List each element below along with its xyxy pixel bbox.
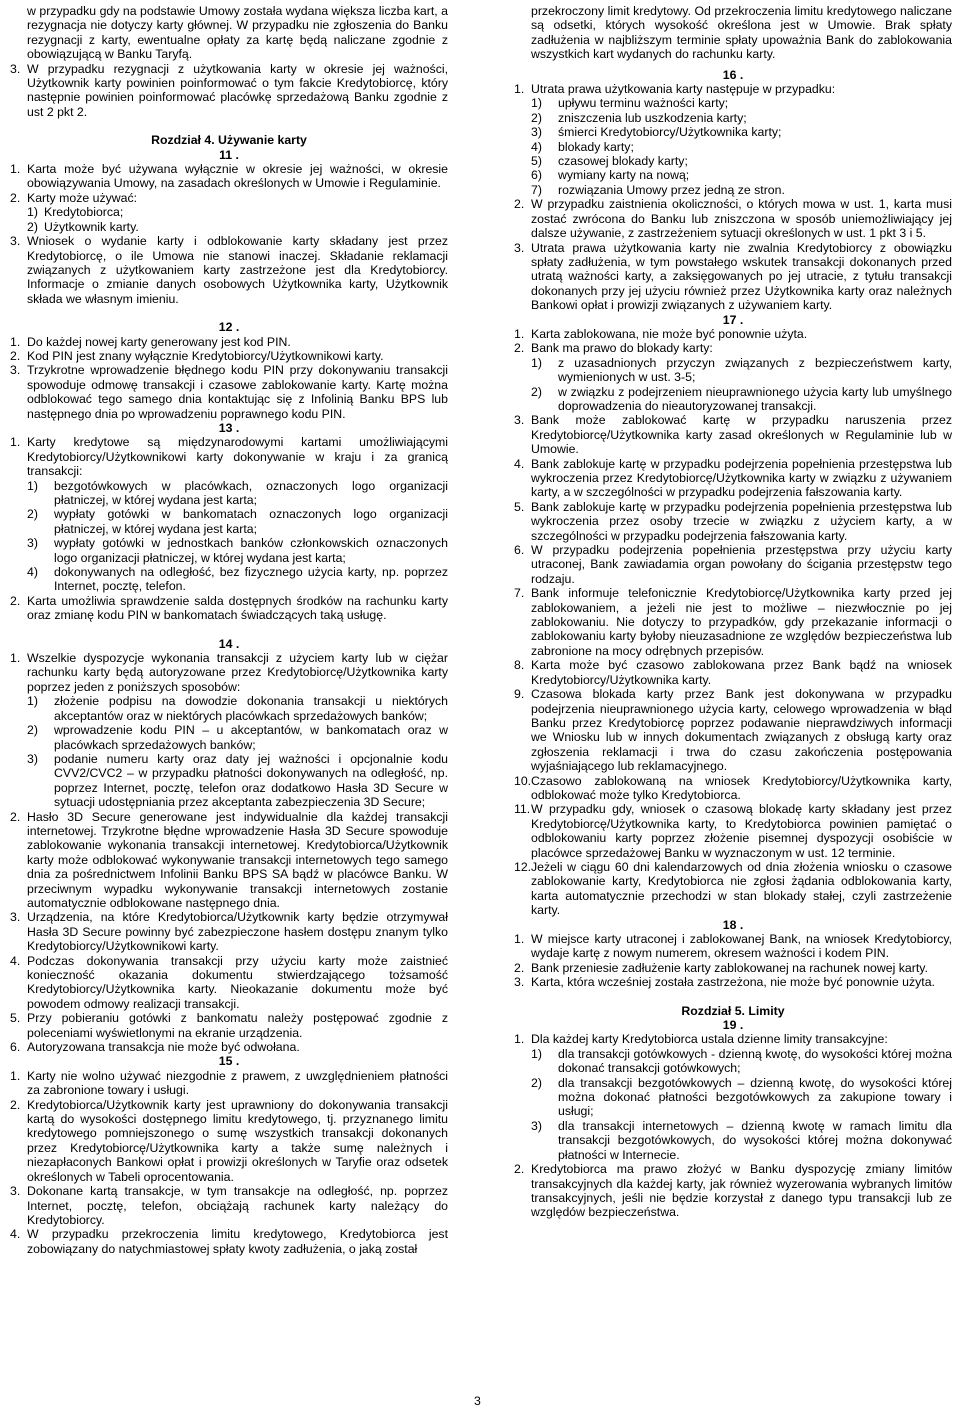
s11-sub-1: 1) Kredytobiorca; bbox=[27, 205, 124, 220]
s11-item-2: 2. Karty może używać: bbox=[10, 190, 138, 205]
s13-sub-4: 4) dokonywanych na odległość, bez fizycznego użycia karty, np. poprzez Internet, pocztę, telefon. bbox=[27, 565, 448, 594]
s14-item-6: 6. Autoryzowana transakcja nie może być odwołana. bbox=[10, 1040, 300, 1055]
paragraph-continued-right: przekroczony limit kredytowy. Od przekroczenia limitu kredytowego naliczane są odsetki, których wysokość określona jest w Umowie. Brak spłaty zadłużenia w najbliższym terminie spłaty upoważnia Bank do zablokowania wszystkich kart wydanych do rachunku karty. bbox=[531, 4, 952, 62]
s13-item-2: 2. Karta umożliwia sprawdzenie salda dostępnych środków na rachunku karty oraz zmianę kodu PIN w bankomatach świadczących taką usługę. bbox=[10, 593, 448, 623]
section-11-heading: 11 . bbox=[219, 147, 239, 162]
s16-sub-item: 7) rozwiązania Umowy przez jedną ze stron. bbox=[531, 182, 785, 197]
section-15-heading: 15 . bbox=[218, 1054, 240, 1069]
s16-item-1: 1. Utrata prawa użytkowania karty następuje w przypadku: bbox=[514, 82, 836, 97]
s16-sub-item: 2) zniszczenia lub uszkodzenia karty; bbox=[531, 110, 747, 125]
s18-item-1: 1. W miejsce karty utraconej i zablokowanej Bank, na wniosek Kredytobiorcy, wydaje kartę z nowym numerem, okresem ważności i kodem PIN. bbox=[514, 932, 952, 961]
s16-item-3: 3. Utrata prawa użytkowania karty nie zwalnia Kredytobiorcy z obowiązku spłaty zadłużenia, w tym powstałego wskutek transakcji dokonanych przed utratą ważności karty, a zaksięgowanych po jej utracie, z tytułu transakcji dokonanych przy jej użyciu również przez Użytkownika karty oraz należnych Bankowi opłat i prowizji związanych z używaniem karty. bbox=[514, 240, 952, 313]
s11-item-1: 1. Karta może być używana wyłącznie w okresie jej ważności, w okresie obowiązywania Umowy, na zasadach określonych w Umowie i Regulaminie. bbox=[10, 162, 448, 191]
s19-sub-1: 1) dla transakcji gotówkowych - dzienną kwotę, do wysokości której można dokonać transakcji gotówkowych; bbox=[531, 1046, 952, 1076]
s17-item-5: 5. Bank zablokuje kartę w przypadku podejrzenia popełnienia przestępstwa lub wykroczenia przez osoby trzecie w związku z użyciem karty, a w szczególności w przypadku podejrzenia fałszowania karty. bbox=[514, 499, 952, 543]
s17-item-6: 6. W przypadku podejrzenia popełnienia przestępstwa przy użyciu karty utraconej, Bank zawiadamia organ powołany do ścigania przestępstw tego rodzaju. bbox=[514, 543, 952, 586]
s17-item-2: 2. Bank ma prawo do blokady karty: bbox=[514, 341, 713, 356]
s16-sub-item: 1) upływu terminu ważności karty; bbox=[531, 96, 729, 111]
s18-item-3: 3. Karta, która wcześniej została zastrzeżona, nie może być ponownie użyta. bbox=[514, 975, 935, 990]
section-12-heading: 12 . bbox=[218, 320, 240, 335]
section-18-heading: 18 . bbox=[722, 917, 744, 932]
s17-item-1: 1. Karta zablokowana, nie może być ponownie użyta. bbox=[514, 326, 808, 341]
section-19-heading: 19 . bbox=[722, 1018, 744, 1033]
page-number: 3 bbox=[474, 1394, 481, 1408]
s14-sub-2: 2) wprowadzenie kodu PIN – u akceptantów, w bankomatach oraz w placówkach sprzedażowych banków; bbox=[27, 723, 448, 752]
s17-item-3: 3. Bank może zablokować kartę w przypadku naruszenia przez Kredytobiorcę/Użytkownika karty zasad określonych w Regulaminie lub w Umowie. bbox=[514, 413, 952, 457]
s17-item-10: 10. Czasowo zablokowaną na wniosek Kredytobiorcy/Użytkownika karty, odblokować może tylko Kredytobiorca. bbox=[514, 773, 952, 802]
section-16-heading: 16 . bbox=[722, 67, 744, 82]
s12-item-1: 1. Do każdej nowej karty generowany jest kod PIN. bbox=[10, 334, 291, 349]
s11-sub-2: 2) Użytkownik karty. bbox=[27, 219, 139, 234]
s15-item-1: 1. Karty nie wolno używać niezgodnie z prawem, z uwzględnieniem płatności za zabronione towary i usługi. bbox=[10, 1068, 448, 1098]
s17-item-7: 7. Bank informuje telefonicznie Kredytobiorcę/Użytkownika karty przed jej zablokowaniem, a jeżeli nie jest to możliwe – niezwłocznie po jej zablokowaniu. Nie dotyczy to przypadków, gdy przekazanie informacji o zablokowaniu karty byłoby nieuzasadnione ze względów bezpieczeństwa lub zabronione na mocy odrębnych przepisów. bbox=[514, 586, 952, 658]
chapter-4-heading: Rozdział 4. Używanie karty bbox=[151, 133, 307, 148]
s17-item-11: 11. W przypadku gdy, wniosek o czasową blokadę karty składany jest przez Kredytobiorcę/Użytkownika karty, to Kredytobiorca powinien pamiętać o odblokowaniu karty poprzez złożenie pisemnej dyspozycji osobiście w placówce sprzedażowej Banku w wyznaczonym w ust. 12 terminie. bbox=[514, 802, 952, 860]
s15-item-3: 3. Dokonane kartą transakcje, w tym transakcje na odległość, np. poprzez Internet, pocztę, telefon, obciążają rachunek karty należący do Kredytobiorcy. bbox=[10, 1184, 448, 1227]
s15-item-2: 2. Kredytobiorca/Użytkownik karty jest uprawniony do dokonywania transakcji kartą do wysokości dostępnego limitu kredytowego, tj. przyznanego limitu kredytowego pomniejszonego o sumę wszystkich transakcji dokonanych przez Kredytobiorcę/Użytkownika karty a także sumę należnych i niezapłaconych Bankowi opłat i prowizji określonych w Taryfie oraz odsetek określonych w Tabeli oprocentowania. bbox=[10, 1097, 448, 1184]
s16-sub-item: 6) wymiany karty na nową; bbox=[531, 168, 690, 183]
s14-sub-1: 1) złożenie podpisu na dowodzie dokonania transakcji u niektórych akceptantów oraz w niektórych placówkach sprzedażowych banków; bbox=[27, 694, 448, 723]
s17-item-4: 4. Bank zablokuje kartę w przypadku podejrzenia popełnienia przestępstwa lub wykroczenia przez Kredytobiorcę/Użytkownika karty w związku z używaniem karty, a w szczególności w przypadku podejrzenia fałszowania karty. bbox=[514, 456, 952, 500]
s14-item-1: 1. Wszelkie dyspozycje wykonania transakcji z użyciem karty lub w ciężar rachunku karty będą autoryzowane przez Kredytobiorcę/Użytkownika karty poprzez jeden z poniższych sposobów: bbox=[10, 651, 448, 694]
s17-sub-1: 1) z uzasadnionych przyczyn związanych z bezpieczeństwem karty, wymienionych w ust. 3-5; bbox=[531, 355, 952, 385]
s18-item-2: 2. Bank przeniesie zadłużenie karty zablokowanej na rachunek nowej karty. bbox=[514, 960, 928, 975]
chapter-5-heading: Rozdział 5. Limity bbox=[681, 1003, 785, 1018]
section-17-heading: 17 . bbox=[722, 312, 744, 327]
paragraph-continued: w przypadku gdy na podstawie Umowy została wydana większa liczba kart, a rezygnacja nie dotyczy karty głównej. W przypadku nie zgłoszenia do Banku rezygnacji z karty, ewentualne opłaty za kartę będą naliczane zgodnie z obowiązującą w Banku Taryfą. bbox=[27, 4, 448, 62]
s13-item-1: 1. Karty kredytowe są międzynarodowymi kartami umożliwiającymi Kredytobiorcy/Użytkownikowi karty dokonywanie w kraju i za granicą transakcji: bbox=[10, 435, 448, 479]
s16-sub-item: 5) czasowej blokady karty; bbox=[531, 154, 688, 169]
s11-item-3: 3. Wniosek o wydanie karty i odblokowanie karty składany jest przez Kredytobiorcę, o ile Umowa nie stanowi inaczej. Składanie reklamacji związanych z użytkowaniem karty zastrzeżone jest dla Kredytobiorcy. Informacje o zmianie danych osobowych Użytkownika karty, Użytkownik składa we własnym imieniu. bbox=[10, 234, 448, 306]
right-column bbox=[514, 4, 952, 1220]
s14-item-2: 2. Hasło 3D Secure generowane jest indywidualnie dla każdej transakcji internetowej. Trzykrotne błędne wprowadzenie Hasła 3D Secure spowoduje zablokowanie wykonania transakcji internetowej. Kredytobiorca/Użytkownik karty może odblokować wykonywanie transakcji internetowych tego samego dnia za pośrednictwem Infolinii Banku BPS SA bądź w placówce Banku. W przeciwnym wypadku wykonywanie transakcji internetowych zostanie automatycznie odblokowane następnego dnia. bbox=[10, 809, 448, 910]
paragraph-3: 3. W przypadku rezygnacji z użytkowania karty w okresie jej ważności, Użytkownik karty powinien poinformować o tym fakcie Kredytobiorcę, który następnie powinien poinformować placówkę sprzedażową Banku zgodnie z ust 2 pkt 2. bbox=[10, 61, 448, 119]
s19-sub-3: 3) dla transakcji internetowych – dzienną kwotę w ramach limitu dla transakcji bezgotówkowych, do wysokości której można dokonywać płatności w Internecie. bbox=[531, 1118, 952, 1162]
s19-item-1: 1. Dla każdej karty Kredytobiorca ustala dzienne limity transakcyjne: bbox=[514, 1032, 888, 1047]
section-13-heading: 13 . bbox=[218, 420, 240, 435]
left-column bbox=[10, 4, 448, 1256]
s17-item-8: 8. Karta może być czasowo zablokowana przez Bank bądź na wniosek Kredytobiorcy/Użytkownika karty. bbox=[514, 658, 952, 687]
s12-item-3: 3. Trzykrotne wprowadzenie błędnego kodu PIN przy dokonywaniu transakcji spowoduje odmowę transakcji i czasowe zablokowanie karty. Kartę można odblokować tego samego dnia kontaktując się z Infolinią Banku BPS lub następnego dnia po wprowadzeniu poprawnego kodu PIN. bbox=[10, 363, 448, 421]
s16-sub-list bbox=[514, 96, 952, 197]
s19-sub-2: 2) dla transakcji bezgotówkowych – dzienną kwotę, do wysokości której można dokonać płatności bezgotówkowych za zakupione towary i usługi; bbox=[531, 1075, 952, 1119]
s13-sub-1: 1) bezgotówkowych w placówkach, oznaczonych logo organizacji płatniczej, w której wydana jest karta; bbox=[27, 478, 448, 507]
s12-item-2: 2. Kod PIN jest znany wyłącznie Kredytobiorcy/Użytkownikowi karty. bbox=[10, 348, 384, 363]
s13-sub-2: 2) wypłaty gotówki w bankomatach oznaczonych logo organizacji płatniczej, w której wydana jest karta; bbox=[27, 507, 448, 536]
s16-item-2: 2. W przypadku zaistnienia okoliczności, o których mowa w ust. 1, karta musi zostać zwrócona do Banku lub zniszczona w sposób uniemożliwiający jej dalsze używanie, z zastrzeżeniem sytuacji określonych w ust. 1 pkt 3 i 5. bbox=[514, 197, 952, 241]
s13-sub-3: 3) wypłaty gotówki w jednostkach banków członkowskich oznaczonych logo organizacji płatniczej, w której wydana jest karta; bbox=[27, 536, 448, 565]
s14-item-4: 4. Podczas dokonywania transakcji przy użyciu karty może zaistnieć konieczność okazania dokumentu stwierdzającego tożsamość Kredytobiorcy/Użytkownika karty. Nieokazanie dokumentu może być powodem odmowy realizacji transakcji. bbox=[10, 953, 448, 1011]
s14-item-3: 3. Urządzenia, na które Kredytobiorca/Użytkownik karty będzie otrzymywał Hasła 3D Secure powinny być zabezpieczone hasłem dostępu znanym tylko Kredytobiorcy/Użytkownikowi karty. bbox=[10, 910, 448, 954]
s16-sub-item: 3) śmierci Kredytobiorcy/Użytkownika karty; bbox=[531, 125, 782, 140]
s17-item-9: 9. Czasowa blokada karty przez Bank jest dokonywana w przypadku podejrzenia nieuprawnionego użycia karty, celowego wprowadzenia w błąd Banku przez Kredytobiorcę poprzez podawanie nieprawdziwych informacji we Wniosku lub w innych dokumentach związanych z obsługą karty oraz zgłoszenia reklamacji i trwa do czasu zakończenia postępowania wyjaśniającego lub reklamacyjnego. bbox=[514, 687, 952, 774]
section-14-heading: 14 . bbox=[218, 636, 240, 651]
s14-item-5: 5. Przy pobieraniu gotówki z bankomatu należy postępować zgodnie z poleceniami wyświetlonymi na ekranie urządzenia. bbox=[10, 1011, 448, 1040]
s15-item-4: 4. W przypadku przekroczenia limitu kredytowego, Kredytobiorca jest zobowiązany do natychmiastowej spłaty kwoty zadłużenia, o jaką został bbox=[10, 1227, 448, 1256]
s14-sub-3: 3) podanie numeru karty oraz daty jej ważności i opcjonalnie kodu CVV2/CVC2 – w przypadku płatności dokonywanych na odległość, np. poprzez Internet, pocztę, telefon oraz dodatkowo Hasła 3D Secure w sytuacji udostępniania przez akceptanta zabezpieczenia 3D Secure; bbox=[27, 751, 448, 810]
s19-item-2: 2. Kredytobiorca ma prawo złożyć w Banku dyspozycję zmiany limitów transakcyjnych dla każdej karty, jak również wyzerowania wybranych limitów transakcyjnych, jeśli nie będzie korzystał z danego typu transakcji lub ze względów bezpieczeństwa. bbox=[514, 1162, 952, 1220]
s17-sub-2: 2) w związku z podejrzeniem nieuprawnionego użycia karty lub umyślnego doprowadzenia do nieautoryzowanej transakcji. bbox=[531, 384, 952, 413]
s17-item-12: 12. Jeżeli w ciągu 60 dni kalendarzowych od dnia złożenia wniosku o czasowe zablokowanie karty, Kredytobiorca nie zgłosi żądania odblokowania karty, karta automatycznie przechodzi w stan blokady stałej, czyli zastrzeżenie karty. bbox=[514, 859, 952, 918]
s16-sub-item: 4) blokady karty; bbox=[531, 139, 634, 154]
